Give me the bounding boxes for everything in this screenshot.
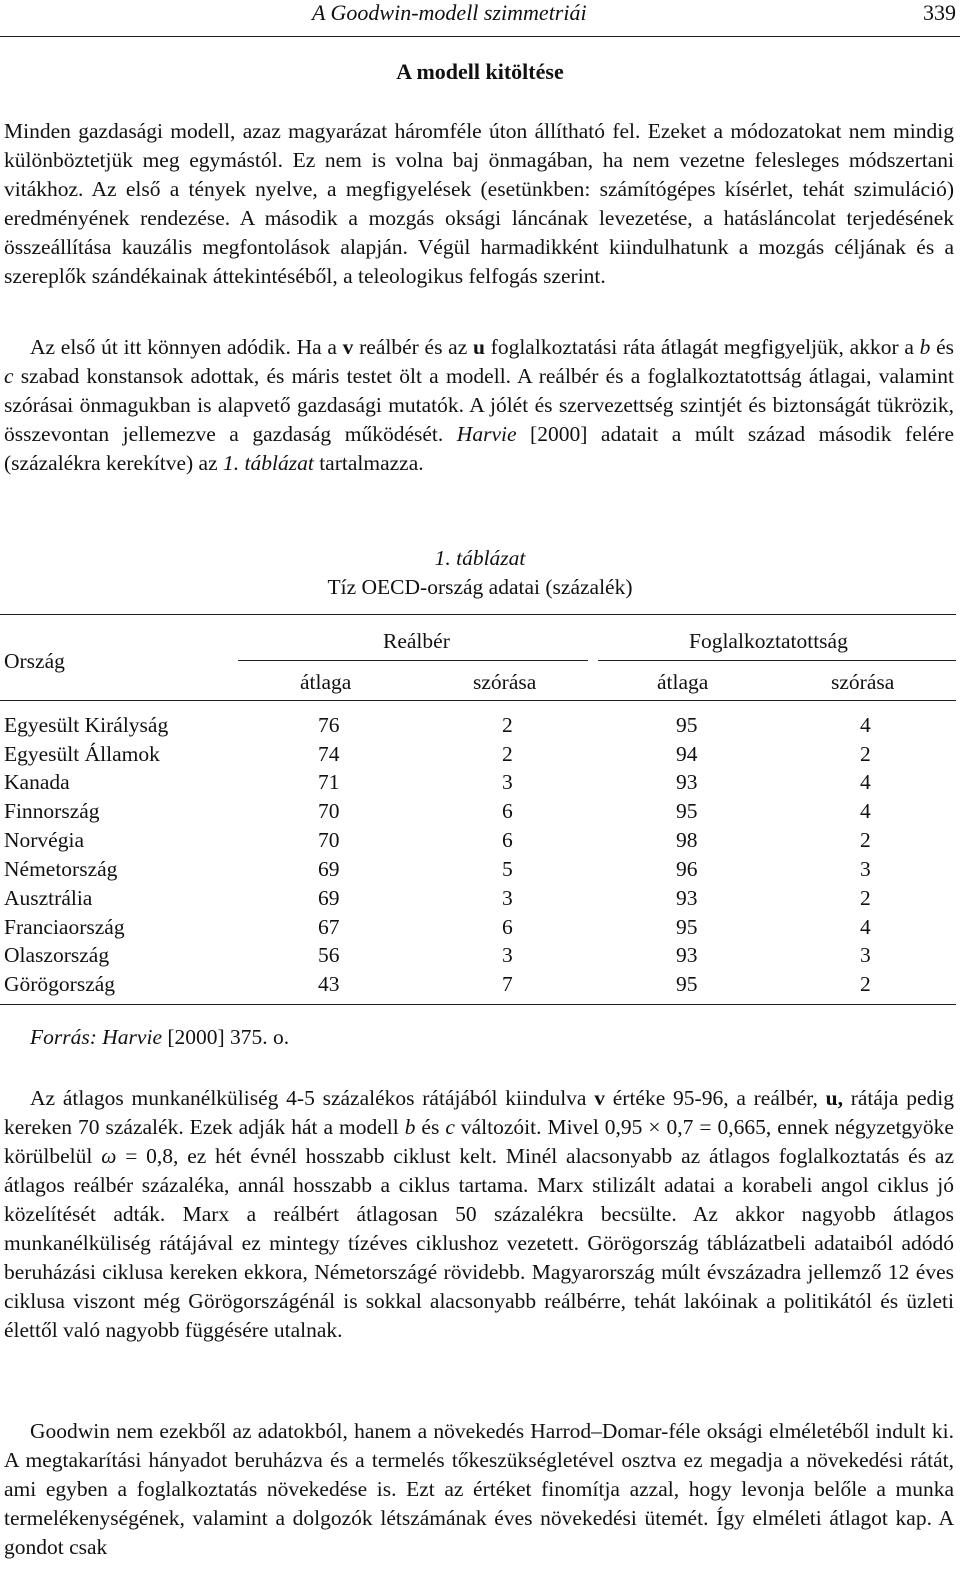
cell-emp-sd: 4: [860, 713, 871, 737]
page-number: 339: [923, 0, 956, 25]
group-rule-employment: [598, 660, 956, 661]
cell-emp-mean: 96: [676, 857, 698, 881]
cell-wage-mean: 56: [318, 943, 340, 967]
cell-wage-sd: 6: [502, 915, 513, 939]
cell-wage-sd: 6: [502, 828, 513, 852]
cell-country: Egyesült Királyság: [4, 713, 169, 737]
cell-wage-mean: 69: [318, 857, 340, 881]
cell-country: Egyesült Államok: [4, 742, 160, 766]
paragraph-intro-2: Az első út itt könnyen adódik. Ha a v reálbér és az u foglalkoztatási ráta átlagát megfigyeljük, akkor a b és c szabad konstansok adottak, és máris testet ölt a modell. A reálbér és a foglalkoztatottság átlagai, valamint szórásai önmagukban is alapvető gazdasági mutatók. A jólét és szervezettség szintjét és biztonságát tükrözik, összevontan jellemezve a gazdaság működését. Harvie [2000] adatait a múlt század második felére (százalékra kerekítve) az 1. táblázat tartalmazza.: [4, 335, 954, 475]
header-country: Ország: [4, 649, 65, 673]
cell-country: Kanada: [4, 770, 70, 794]
cell-country: Olaszország: [4, 943, 110, 967]
cell-emp-sd: 3: [860, 857, 871, 881]
cell-wage-mean: 70: [318, 799, 340, 823]
cell-wage-sd: 2: [502, 713, 513, 737]
group-rule-wage: [238, 660, 588, 661]
running-header: [0, 0, 960, 37]
cell-emp-mean: 95: [676, 713, 698, 737]
cell-emp-sd: 2: [860, 972, 871, 996]
citation-author: Harvie: [456, 422, 517, 446]
header-employment: Foglalkoztatottság: [689, 629, 848, 653]
cell-emp-sd: 4: [860, 915, 871, 939]
cell-wage-sd: 6: [502, 799, 513, 823]
cell-emp-mean: 94: [676, 742, 698, 766]
header-emp-sd: szórása: [831, 670, 895, 694]
table-title: Tíz OECD-ország adatai (százalék): [327, 575, 633, 599]
section-heading: A modell kitöltése: [396, 59, 564, 84]
table-reference: 1. táblázat: [223, 451, 314, 475]
cell-wage-mean: 71: [318, 770, 340, 794]
cell-emp-sd: 3: [860, 943, 871, 967]
table-number: 1. táblázat: [434, 546, 526, 570]
header-wage-mean: átlaga: [300, 670, 352, 694]
cell-emp-sd: 2: [860, 886, 871, 910]
table-bottom-rule: [0, 1004, 956, 1005]
cell-emp-sd: 4: [860, 799, 871, 823]
cell-wage-mean: 43: [318, 972, 340, 996]
cell-wage-mean: 74: [318, 742, 340, 766]
table-top-rule: [0, 614, 956, 615]
cell-country: Franciaország: [4, 915, 125, 939]
cell-wage-sd: 3: [502, 943, 513, 967]
cell-wage-sd: 7: [502, 972, 513, 996]
cell-country: Németország: [4, 857, 118, 881]
cell-wage-sd: 3: [502, 770, 513, 794]
table-caption: [0, 544, 960, 602]
cell-wage-mean: 69: [318, 886, 340, 910]
paragraph-intro-1: Minden gazdasági modell, azaz magyarázat háromféle úton állítható fel. Ezeket a módozatokat nem mindig különböztetjük meg egymástól. Ez nem is volna baj önmagában, ha nem vezetne felesleges módszertani vitákhoz. Az első a tények nyelve, a megfigyelések (esetünkben: számítógépes kísérlet, tehát szimuláció) eredményének rendezése. A második a mozgás oksági láncának levezetése, a hatásláncolat terjedésének összeállítása kauzális megfontolások alapján. Végül harmadikként kiindulhatunk a mozgás céljának és a szereplők szándékainak áttekintéséből, a teleologikus felfogás szerint.: [4, 119, 954, 288]
cell-emp-mean: 93: [676, 943, 698, 967]
cell-emp-sd: 4: [860, 770, 871, 794]
cell-emp-sd: 2: [860, 742, 871, 766]
cell-emp-mean: 98: [676, 828, 698, 852]
cell-country: Norvégia: [4, 828, 84, 852]
cell-emp-mean: 93: [676, 886, 698, 910]
table-source: Forrás: Harvie [2000] 375. o.: [30, 1025, 290, 1049]
cell-emp-mean: 95: [676, 799, 698, 823]
cell-emp-sd: 2: [860, 828, 871, 852]
cell-country: Görögország: [4, 972, 116, 996]
cell-emp-mean: 93: [676, 770, 698, 794]
header-real-wage: Reálbér: [383, 629, 450, 653]
cell-wage-mean: 76: [318, 713, 340, 737]
cell-country: Finnország: [4, 799, 100, 823]
cell-wage-mean: 67: [318, 915, 340, 939]
running-title: A Goodwin-modell szimmetriái: [312, 0, 587, 25]
paragraph-after-2: Goodwin nem ezekből az adatokból, hanem a növekedés Harrod–Domar-féle oksági elméletéből indult ki. A megtakarítási hányadot beruházva és a termelés tőkeszükségletével osztva ez megadja a növekedési rátát, ami egyben a foglalkoztatás növekedése is. Ezt az értéket finomítja azzal, hogy levonja belőle a munka termelékenységének, valamint a dolgozók létszámának éves növekedési ütemét. Így elméleti átlagot kap. A gondot csak: [4, 1419, 954, 1559]
cell-emp-mean: 95: [676, 972, 698, 996]
header-bottom-rule: [0, 700, 956, 701]
header-wage-sd: szórása: [473, 670, 537, 694]
cell-wage-sd: 3: [502, 886, 513, 910]
header-emp-mean: átlaga: [657, 670, 709, 694]
cell-wage-sd: 5: [502, 857, 513, 881]
cell-wage-sd: 2: [502, 742, 513, 766]
cell-emp-mean: 95: [676, 915, 698, 939]
cell-country: Ausztrália: [4, 886, 93, 910]
cell-wage-mean: 70: [318, 828, 340, 852]
paragraph-after-1: Az átlagos munkanélküliség 4-5 százalékos rátájából kiindulva v értéke 95-96, a reálbér, u, rátája pedig kereken 70 százalék. Ezek adják hát a modell b és c változóit. Mivel 0,95 × 0,7 = 0,665, ennek négyzetgyöke körülbelül ω = 0,8, ez hét évnél hosszabb ciklust kelt. Minél alacsonyabb az átlagos foglalkoztatás és az átlagos reálbér százaléka, annál hosszabb a ciklus tartama. Marx stilizált adatai a korabeli angol ciklus jó közelítését adták. Marx a reálbért átlagosan 50 százalékra becsülte. Az akkor nagyobb átlagos munkanélküliség rátájával ez mintegy tízéves ciklushoz vezetett. Görögország táblázatbeli adataiból adódó beruházási ciklusa kereken ekkora, Németországé rövidebb. Magyarország múlt évszázadra jellemző 12 éves ciklusa viszont még Görögországénál is sokkal alacsonyabb reálbérre, tehát lakóinak a politikától és üzleti élettől való nagyobb függésére utalnak.: [4, 1086, 954, 1342]
